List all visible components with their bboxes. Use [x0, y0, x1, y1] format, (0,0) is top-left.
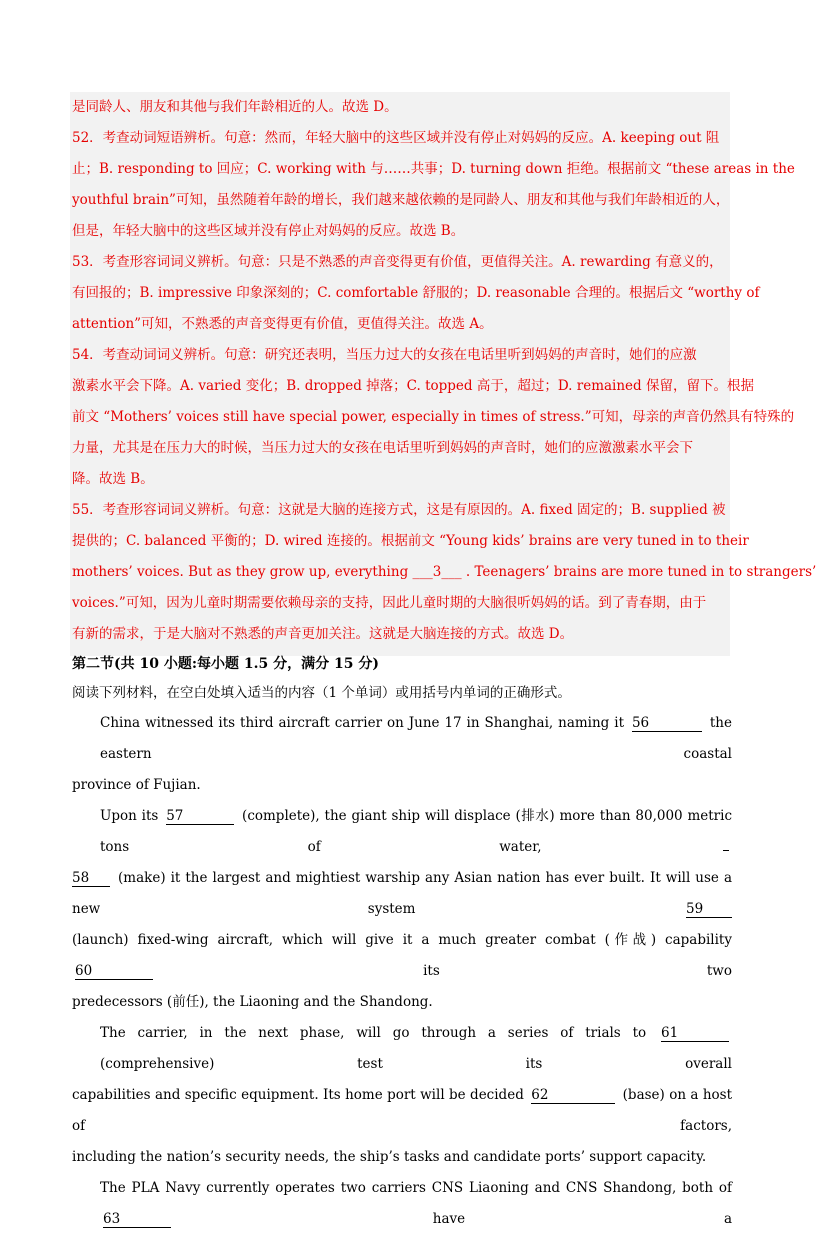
answer-line: 54．考查动词词义辨析。句意：研究还表明，当压力过大的女孩在电话里听到妈妈的声音时，她们的应激	[72, 347, 697, 363]
text-line: including the nation’s security needs, the ship’s tasks and candidate ports’ support capacity.	[72, 1149, 707, 1165]
answer-line: 激素水平会下降。A. varied 变化；B. dropped 掉落；C. topped 高于，超过；D. remained 保留，留下。根据	[72, 378, 754, 394]
paragraph-1	[72, 708, 732, 801]
section-two	[72, 650, 732, 1235]
text-line: (launch) fixed-wing aircraft, which will give it a much greater combat (作战) capability 60 its two	[72, 932, 732, 979]
section-title: 第二节(共 10 小题:每小题 1.5 分，满分 15 分)	[72, 656, 379, 672]
answer-line: 止；B. responding to 回应；C. working with 与……共事；D. turning down 拒绝。根据前文 “these areas in the	[72, 161, 795, 177]
paragraph-2	[72, 801, 732, 1018]
text-line: The PLA Navy currently operates two carriers CNS Liaoning and CNS Shandong, both of 63 have a	[100, 1180, 732, 1227]
answer-explanations	[70, 92, 816, 656]
blank-57[interactable]: 57	[166, 808, 234, 825]
answer-line: 前文 “Mothers’ voices still have special power, especially in times of stress.”可知，母亲的声音仍然具有特殊的	[72, 409, 795, 425]
text-line: 58 (make) it the largest and mightiest warship any Asian nation has ever built. It will use a new system 59	[72, 870, 732, 917]
text-line: Upon its 57 (complete), the giant ship will displace (排水) more than 80,000 metric tons of water,	[100, 808, 733, 855]
answer-line: 提供的；C. balanced 平衡的；D. wired 连接的。根据前文 “Young kids’ brains are very tuned in to their	[72, 533, 749, 549]
blank-63[interactable]: 63	[103, 1211, 171, 1228]
answer-line: youthful brain”可知，虽然随着年龄的增长，我们越来越依赖的是同龄人、朋友和其他与我们年龄相近的人，	[72, 192, 730, 208]
answer-line: mothers’ voices. But as they grow up, everything ___3___ . Teenagers’ brains are more tuned in to strangers’	[72, 564, 816, 580]
answer-line: 53．考查形容词词义辨析。句意：只是不熟悉的声音变得更有价值，更值得关注。A. rewarding 有意义的，	[72, 254, 723, 270]
answer-line: 55．考查形容词词义辨析。句意：这就是大脑的连接方式，这是有原因的。A. fixed 固定的；B. supplied 被	[72, 502, 726, 518]
answer-line: 是同龄人、朋友和其他与我们年龄相近的人。故选 D。	[72, 99, 398, 115]
blank-58[interactable]: 58	[72, 870, 110, 887]
text-line: capabilities and specific equipment. Its home port will be decided 62 (base) on a host of factors,	[72, 1087, 733, 1134]
answer-line: 但是，年轻大脑中的这些区域并没有停止对妈妈的反应。故选 B。	[72, 223, 465, 239]
answer-line: voices.”可知，因为儿童时期需要依赖母亲的支持，因此儿童时期的大脑很听妈妈的话。到了青春期，由于	[72, 595, 707, 611]
answer-line: 52．考查动词短语辨析。句意：然而，年轻大脑中的这些区域并没有停止对妈妈的反应。A. keeping out 阻	[72, 130, 720, 146]
answer-line: 力量，尤其是在压力大的时候，当压力过大的女孩在电话里听到妈妈的声音时，她们的应激激素水平会下	[72, 440, 693, 456]
answer-line: 降。故选 B。	[72, 471, 154, 487]
answer-line: attention”可知，不熟悉的声音变得更有价值，更值得关注。故选 A。	[72, 316, 493, 332]
blank-56[interactable]: 56	[632, 715, 702, 732]
text-line: predecessors (前任), the Liaoning and the Shandong.	[72, 994, 433, 1010]
text-line: The carrier, in the next phase, will go through a series of trials to 61 (comprehensive) test its overall	[100, 1025, 732, 1072]
answer-line: 有新的需求，于是大脑对不熟悉的声音更加关注。这就是大脑连接的方式。故选 D。	[72, 626, 574, 642]
blank-62[interactable]: 62	[531, 1087, 615, 1104]
blank-61[interactable]: 61	[661, 1025, 729, 1042]
answer-line: 有回报的；B. impressive 印象深刻的；C. comfortable 舒服的；D. reasonable 合理的。根据后文 “worthy of	[72, 285, 760, 301]
text-line: province of Fujian.	[72, 777, 201, 793]
blank-60[interactable]: 60	[75, 963, 153, 980]
text-line: China witnessed its third aircraft carrier on June 17 in Shanghai, naming it 56 the eastern coastal	[100, 715, 732, 762]
section-instruction: 阅读下列材料，在空白处填入适当的内容（1 个单词）或用括号内单词的正确形式。	[72, 685, 571, 701]
paragraph-3	[72, 1018, 732, 1173]
blank-58-start	[723, 850, 729, 851]
paragraph-4	[72, 1173, 732, 1235]
blank-59[interactable]: 59	[686, 901, 732, 918]
